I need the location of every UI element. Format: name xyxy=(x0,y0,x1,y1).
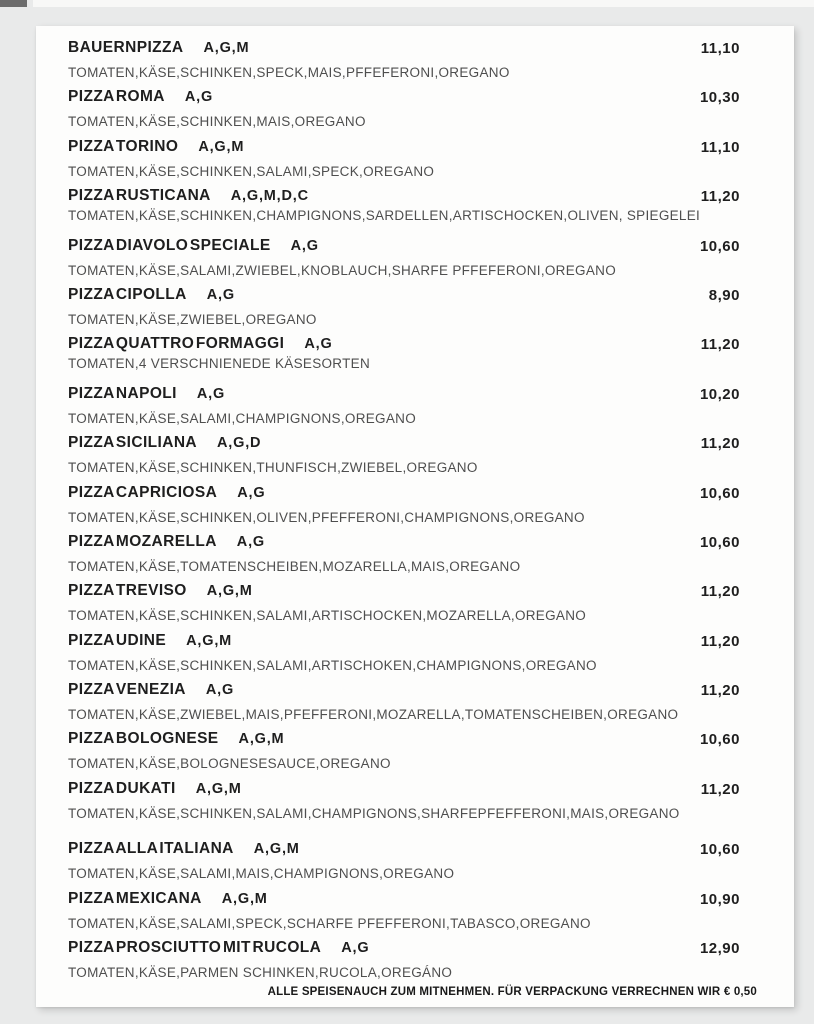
pizza-name: PIZZA QUATTRO FORMAGGI xyxy=(68,335,285,353)
menu-item xyxy=(68,529,740,578)
menu-item-title-row xyxy=(68,886,740,912)
pizza-name: PIZZA DIAVOLO SPECIALE xyxy=(68,236,271,254)
pizza-name: PIZZA ALLA ITALIANA xyxy=(68,840,234,858)
menu-item xyxy=(68,480,740,529)
allergen-codes: A,G xyxy=(237,484,266,501)
ingredients: TOMATEN,KÄSE,SCHINKEN,SALAMI,ARTISCHOKEN,CHAMPIGNONS,OREGANO xyxy=(68,657,597,673)
price: 10,60 xyxy=(699,484,740,502)
price: 11,20 xyxy=(700,435,740,453)
allergen-codes: A,G xyxy=(341,940,370,957)
menu-item-title-row xyxy=(68,726,740,752)
menu-item xyxy=(68,886,740,935)
pizza-name: PIZZA SICILIANA xyxy=(68,434,198,452)
allergen-codes: A,G xyxy=(196,385,226,402)
pizza-name: PIZZA MOZARELLA xyxy=(68,532,217,550)
pizza-name: PIZZA MEXICANA xyxy=(68,889,202,907)
menu-item xyxy=(68,183,740,232)
pizza-name: PIZZA TORINO xyxy=(68,137,179,155)
menu-item xyxy=(68,134,740,183)
allergen-codes: A,G,M xyxy=(203,40,250,56)
pizza-name: PIZZA CIPOLLA xyxy=(68,285,187,303)
ingredients: TOMATEN,KÄSE,SALAMI,SPECK,SCHARFE PFEFFERONI,TABASCO,OREGANO xyxy=(68,915,591,931)
menu-item-title-row xyxy=(68,836,740,862)
ingredients: TOMATEN,4 VERSCHNIENEDE KÄSESORTEN xyxy=(68,356,371,372)
menu-item-title-row xyxy=(68,480,740,506)
allergen-codes: A,G xyxy=(205,682,235,699)
menu-page xyxy=(36,26,794,1007)
pizza-name: PIZZA DUKATI xyxy=(68,779,176,797)
ingredients: TOMATEN,KÄSE,SALAMI,ZWIEBEL,KNOBLAUCH,SHARFE PFFEFERONI,OREGANO xyxy=(68,262,616,278)
pizza-name: PIZZA CAPRICIOSA xyxy=(68,483,218,501)
pizza-name: PIZZA RUSTICANA xyxy=(68,187,211,205)
menu-item-title-row xyxy=(68,935,740,961)
ingredients: TOMATEN,KÄSE,SCHINKEN,SALAMI,SPECK,OREGANO xyxy=(68,163,435,179)
price: 11,10 xyxy=(700,138,740,156)
ingredients: TOMATEN,KÄSE,SCHINKEN,SALAMI,CHAMPIGNONS,SHARFEPFEFFERONI,MAIS,OREGANO xyxy=(68,805,680,821)
allergen-codes: A,G,M xyxy=(238,731,285,748)
menu-item-title-row xyxy=(68,677,740,703)
menu-item xyxy=(68,282,740,331)
menu-item-title-row xyxy=(68,628,740,654)
allergen-codes: A,G xyxy=(304,336,333,353)
menu-item-list xyxy=(68,35,740,984)
allergen-codes: A,G,M xyxy=(206,583,253,600)
price: 11,20 xyxy=(700,682,740,700)
price: 11,20 xyxy=(700,583,740,601)
menu-item-title-row xyxy=(68,529,740,555)
allergen-codes: A,G,M xyxy=(253,841,300,858)
menu-item-title-row xyxy=(68,776,740,802)
menu-item xyxy=(68,430,740,479)
pizza-name: PIZZA BOLOGNESE xyxy=(68,730,219,748)
allergen-codes: A,G,M,D,C xyxy=(230,188,309,205)
menu-item-title-row xyxy=(68,84,740,110)
menu-item xyxy=(68,726,740,775)
menu-item xyxy=(68,331,740,380)
pizza-name: PIZZA ROMA xyxy=(68,88,165,106)
ingredients: TOMATEN,KÄSE,SCHINKEN,CHAMPIGNONS,SARDELLEN,ARTISCHOCKEN,OLIVEN, SPIEGELEI xyxy=(68,208,701,224)
ingredients: TOMATEN,KÄSE,BOLOGNESESAUCE,OREGANO xyxy=(68,756,391,772)
price: 10,20 xyxy=(699,385,740,403)
price: 8,90 xyxy=(708,286,740,304)
menu-item-title-row xyxy=(68,578,740,604)
ingredients: TOMATEN,KÄSE,SCHINKEN,SALAMI,ARTISCHOCKEN,MOZARELLA,OREGANO xyxy=(68,608,587,624)
ingredients: TOMATEN,KÄSE,SCHINKEN,MAIS,OREGANO xyxy=(68,114,366,130)
menu-item xyxy=(68,776,740,825)
price: 12,90 xyxy=(699,940,740,958)
menu-item-title-row xyxy=(68,233,740,259)
menu-item-title-row xyxy=(68,282,740,308)
allergen-codes: A,G xyxy=(206,286,235,303)
menu-item-title-row xyxy=(68,430,740,456)
allergen-codes: A,G,D xyxy=(217,435,262,452)
price: 10,60 xyxy=(699,841,740,859)
menu-item xyxy=(68,628,740,677)
menu-item-title-row xyxy=(68,134,740,160)
menu-item-title-row xyxy=(68,381,740,407)
ingredients: TOMATEN,KÄSE,SALAMI,CHAMPIGNONS,OREGANO xyxy=(68,410,417,426)
price: 11,10 xyxy=(700,40,740,57)
menu-item xyxy=(68,35,740,84)
price: 10,60 xyxy=(699,237,740,255)
allergen-codes: A,G,M xyxy=(186,632,233,649)
menu-item xyxy=(68,677,740,726)
pizza-name: PIZZA TREVISO xyxy=(68,582,187,600)
allergen-codes: A,G xyxy=(290,237,319,254)
ingredients: TOMATEN,KÄSE,SCHINKEN,SPECK,MAIS,PFFEFERONI,OREGANO xyxy=(68,65,510,80)
ingredients: TOMATEN,KÄSE,SCHINKEN,THUNFISCH,ZWIEBEL,OREGANO xyxy=(68,460,478,476)
top-edge-highlight xyxy=(33,0,814,7)
price: 11,20 xyxy=(700,780,740,798)
allergen-codes: A,G xyxy=(236,533,265,550)
top-left-corner-mark xyxy=(0,0,27,7)
footer-note: ALLE SPEISENAUCH ZUM MITNEHMEN. FÜR VERPACKUNG VERRECHNEN WIR € 0,50 xyxy=(267,986,757,998)
price: 10,90 xyxy=(699,890,740,908)
ingredients: TOMATEN,KÄSE,ZWIEBEL,MAIS,PFEFFERONI,MOZARELLA,TOMATENSCHEIBEN,OREGANO xyxy=(68,707,679,723)
price: 11,20 xyxy=(700,336,740,354)
price: 10,60 xyxy=(699,731,740,749)
ingredients: TOMATEN,KÄSE,PARMEN SCHINKEN,RUCOLA,OREGÁNO xyxy=(68,965,453,981)
allergen-codes: A,G,M xyxy=(195,780,242,797)
menu-item xyxy=(68,578,740,627)
allergen-codes: A,G,M xyxy=(221,890,268,907)
pizza-name: BAUERNPIZZA xyxy=(68,39,184,56)
allergen-codes: A,G,M xyxy=(198,138,245,155)
menu-item xyxy=(68,836,740,885)
price: 10,60 xyxy=(699,533,740,551)
ingredients: TOMATEN,KÄSE,TOMATENSCHEIBEN,MOZARELLA,MAIS,OREGANO xyxy=(68,558,521,574)
menu-item xyxy=(68,935,740,984)
price: 10,30 xyxy=(699,89,740,107)
pizza-name: PIZZA UDINE xyxy=(68,631,167,649)
menu-item xyxy=(68,381,740,430)
menu-item xyxy=(68,84,740,133)
pizza-name: PIZZA VENEZIA xyxy=(68,681,186,699)
ingredients: TOMATEN,KÄSE,ZWIEBEL,OREGANO xyxy=(68,311,317,327)
menu-item-title-row xyxy=(68,35,740,61)
price: 11,20 xyxy=(700,188,740,206)
ingredients: TOMATEN,KÄSE,SCHINKEN,OLIVEN,PFEFFERONI,CHAMPIGNONS,OREGANO xyxy=(68,509,585,525)
pizza-name: PIZZA NAPOLI xyxy=(68,384,177,402)
menu-item xyxy=(68,233,740,282)
price: 11,20 xyxy=(700,632,740,650)
ingredients: TOMATEN,KÄSE,SALAMI,MAIS,CHAMPIGNONS,OREGANO xyxy=(68,866,455,882)
allergen-codes: A,G xyxy=(184,89,214,106)
pizza-name: PIZZA PROSCIUTTO MIT RUCOLA xyxy=(68,939,322,957)
